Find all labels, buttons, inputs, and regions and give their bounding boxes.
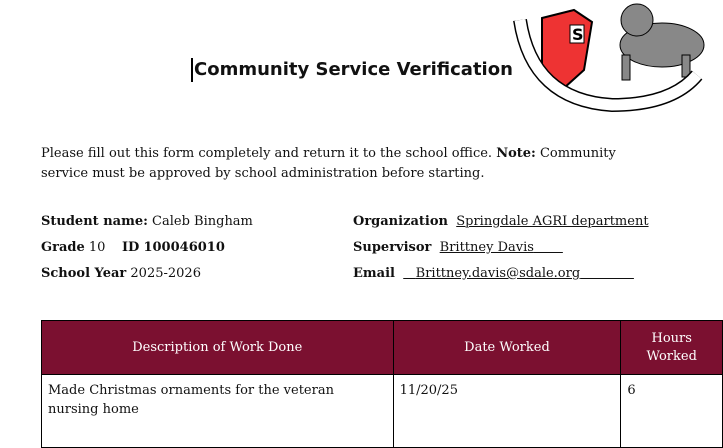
- header-date: Date Worked: [393, 321, 621, 375]
- instructions: Please fill out this form completely and return it to the school office. Note: Community service must be approved by school administration before starting.: [41, 146, 616, 181]
- grade-id-field: Grade 10 ID 100046010: [41, 240, 225, 255]
- student-name-field: Student name: Caleb Bingham: [41, 214, 253, 229]
- school-year-field: School Year 2025-2026: [41, 266, 201, 281]
- header-hours: Hours Worked: [621, 321, 723, 375]
- document-title: Community Service Verification: [191, 58, 513, 82]
- svg-text:S: S: [572, 25, 584, 44]
- cell-date[interactable]: 11/20/25: [393, 375, 621, 448]
- email-field: Email Brittney.davis@sdale.org: [353, 266, 581, 281]
- header-description: Description of Work Done: [42, 321, 394, 375]
- supervisor-field: Supervisor Brittney Davis: [353, 240, 534, 255]
- table-row: [42, 375, 723, 448]
- cell-hours[interactable]: 6: [621, 375, 723, 448]
- table-header: [42, 321, 723, 375]
- school-logo: [512, 0, 717, 112]
- cell-description[interactable]: Made Christmas ornaments for the veteran nursing home: [42, 375, 394, 448]
- service-log-table: [41, 320, 723, 448]
- organization-field: Organization Springdale AGRI department: [353, 214, 649, 229]
